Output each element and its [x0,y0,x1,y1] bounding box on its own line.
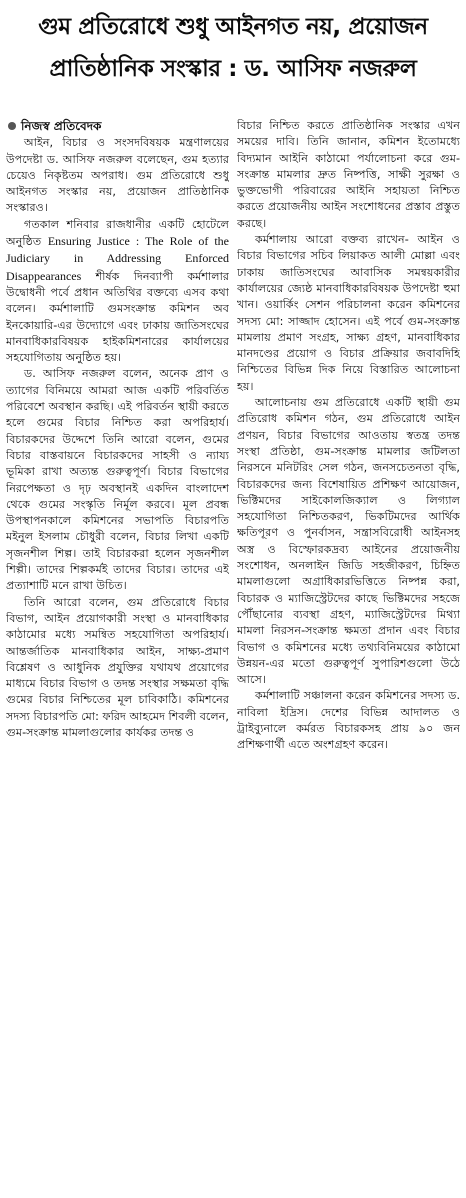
event-title-en: Ensuring Justice : The Role of the Judiciary in Addressing Enforced Disappearances [6,234,229,283]
paragraph: আইন, বিচার ও সংসদবিষয়ক মন্ত্রণালয়ের উপদেষ্টা ড. আসিফ নজরুল বলেছেন, গুম হত্যার চেয়েও নিকৃষ্টতম অপরাধ। গুম প্রতিরোধে শুধু আইনগত সংস্কার নয়, প্রয়োজন প্রাতিষ্ঠানিক সংস্কারও। [6,136,229,215]
paragraph: ড. আসিফ নজরুল বলেন, অনেক প্রাণ ও ত্যাগের বিনিময়ে আমরা আজ একটি পরিবর্তিত পরিবেশে অবস্থান করছি। এই পরিবর্তন স্থায়ী করতে হলে গুমের বিচার নিশ্চিত করা অপরিহার্য। বিচারকদের উদ্দেশে তিনি আরো বলেন, গুমের বিচার বাস্তবায়নে বিচারকদের সাহসী ও ন্যায্য ভূমিকা রাখা অত্যন্ত গুরুত্বপূর্ণ। বিচার বিভাগের নিরপেক্ষতা ও দৃঢ় অবস্থানই একদিন বাংলাদেশ থেকে গুমের সংস্কৃতি নির্মূল করবে। মূল প্রবন্ধ উপস্থাপনকালে কমিশনের সভাপতি বিচারপতি মইনুল ইসলাম চৌধুরী বলেন, বিচার লিখা একটি সৃজনশীল শিল্প। তাই বিচারকরা হলেন সৃজনশীল শিল্পী। তাদের শিল্পকর্মই তাদের বিচার। তাদের এই প্রত্যাশাটি মনে রাখা উচিত। [6,367,229,593]
byline-paragraph [6,118,229,134]
paragraph-text: গতকাল শনিবার রাজধানীর একটি হোটেলে অনুষ্ঠিত [6,217,229,249]
paragraph: কর্মশালাটি সঞ্চালনা করেন কমিশনের সদস্য ড. নাবিলা ইদ্রিস। দেশের বিভিন্ন আদালত ও ট্রাইব্যুনালে কর্মরত বিচারকসহ প্রায় ৯০ জন প্রশিক্ষণার্থী এতে অংশগ্রহণ করেন। [237,689,460,752]
paragraph: তিনি আরো বলেন, গুম প্রতিরোধে বিচার বিভাগ, আইন প্রয়োগকারী সংস্থা ও মানবাধিকার কাঠামোর মধ্যে সমন্বিত সহযোগিতা অপরিহার্য। আন্তর্জাতিক মানবাধিকার আইন, সাক্ষ্য-প্রমাণ বিশ্লেষণ ও আধুনিক প্রযুক্তির যথাযথ প্রয়োগের মাধ্যমে বিচার বিভাগ ও তদন্ত সংস্থার সক্ষমতা বৃদ্ধি গুমের বিচার নিশ্চিতের মূল চাবিকাঠি। কমিশনের সদস্য বিচারপতি মো: ফরিদ আহমেদ শিবলী বলেন, গুম-সংক্রান্ত মামলাগুলোর কার্যকর তদন্ত ও [6,595,229,739]
article-body [6,118,460,1196]
paragraph: বিচার নিশ্চিত করতে প্রাতিষ্ঠানিক সংস্কার এখন সময়ের দাবি। তিনি জানান, কমিশন ইতোমধ্যে বিদ্যমান আইনি কাঠামো পর্যালোচনা করে গুম-সংক্রান্ত মামলার দ্রুত নিষ্পত্তি, সাক্ষী সুরক্ষা ও ভুক্তভোগী পরিবারের আইনি সহায়তা নিশ্চিত করতে প্রয়োজনীয় আইন সংশোধনের প্রস্তাব প্রস্তুত করছে। [237,119,460,230]
headline-line-2: প্রাতিষ্ঠানিক সংস্কার : ড. আসিফ নজরুল [49,56,417,82]
paragraph-text: শীর্ষক দিনব্যাপী কর্মশালার উদ্বোধনী পর্বে প্রধান অতিথির বক্তব্যে এসব কথা বলেন। কর্মশালাটি গুমসংক্রান্ত কমিশন অব ইনকোয়ারি-এর উদ্যোগে এবং ঢাকায় জাতিসংঘের মানবাধিকারবিষয়ক হাইকমিশনারের কার্যালয়ের সহযোগিতায় অনুষ্ঠিত হয়। [6,269,229,365]
paragraph: আলোচনায় গুম প্রতিরোধে একটি স্থায়ী গুম প্রতিরোধ কমিশন গঠন, গুম প্রতিরোধে আইন প্রণয়ন, বিচার বিভাগের আওতায় স্বতন্ত্র তদন্ত সংস্থা প্রতিষ্ঠা, গুম-সংক্রান্ত মামলার জটিলতা নিরসনে মনিটরিং সেল গঠন, জনসচেতনতা বৃদ্ধি, বিচারকদের জন্য বিশেষায়িত প্রশিক্ষণ আয়োজন, ভিক্টিমদের সাইকোলজিক্যাল ও লিগ্যাল সহযোগিতা নিশ্চিতকরণ, ভিকটিমদের আর্থিক ক্ষতিপূরণ ও পুনর্বাসন, সন্ত্রাসবিরোধী আইনসহ অস্ত্র ও বিস্ফোরকদ্রব্য আইনের প্রয়োজনীয় সংশোধন, অনলাইন জিডি সহজীকরণ, চিহ্নিত মামলাগুলো অগ্রাধিকারভিত্তিতে নিষ্পন্ন করা, বিচারক ও ম্যাজিস্ট্রেটদের কাছে ভিক্টিমদের সহজে পৌঁছানোর ব্যবস্থা গ্রহণ, ম্যাজিস্ট্রেটদের মিথ্যা মামলা নিরসন-সংক্রান্ত ক্ষমতা প্রদান এবং বিচার বিভাগ ও কমিশনের মধ্যে তথ্যবিনিময়ের কাঠামো উন্নয়ন-এর মতো গুরুত্বপূর্ণ সুপারিশগুলো উঠে আসে। [237,396,460,687]
paragraph: কর্মশালায় আরো বক্তব্য রাখেন- আইন ও বিচার বিভাগের সচিব লিয়াকত আলী মোল্লা এবং ঢাকায় জাতিসংঘের আবাসিক সমন্বয়কারীর কার্যালয়ের জ্যেষ্ঠ মানবাধিকারবিষয়ক উপদেষ্টা হুমা খান। ওয়ার্কিং সেশন পরিচালনা করেন কমিশনের সদস্য মো: সাজ্জাদ হোসেন। এই পর্বে গুম-সংক্রান্ত মামলায় প্রমাণ সংগ্রহ, সাক্ষ্য গ্রহণ, মানবাধিকার মানদণ্ডের প্রয়োগ ও বিচার প্রক্রিয়ার জবাবদিহি নিশ্চিতের বিভিন্ন দিক নিয়ে বিস্তারিত আলোচনা হয়। [237,233,460,393]
paragraph-event [6,217,229,367]
bullet-icon [8,122,16,130]
headline-line-1: গুম প্রতিরোধে শুধু আইনগত নয়, প্রয়োজন [38,14,428,40]
column-right [237,118,460,1196]
column-left [6,118,229,1196]
byline: নিজস্ব প্রতিবেদক [21,119,102,133]
headline [6,6,460,90]
